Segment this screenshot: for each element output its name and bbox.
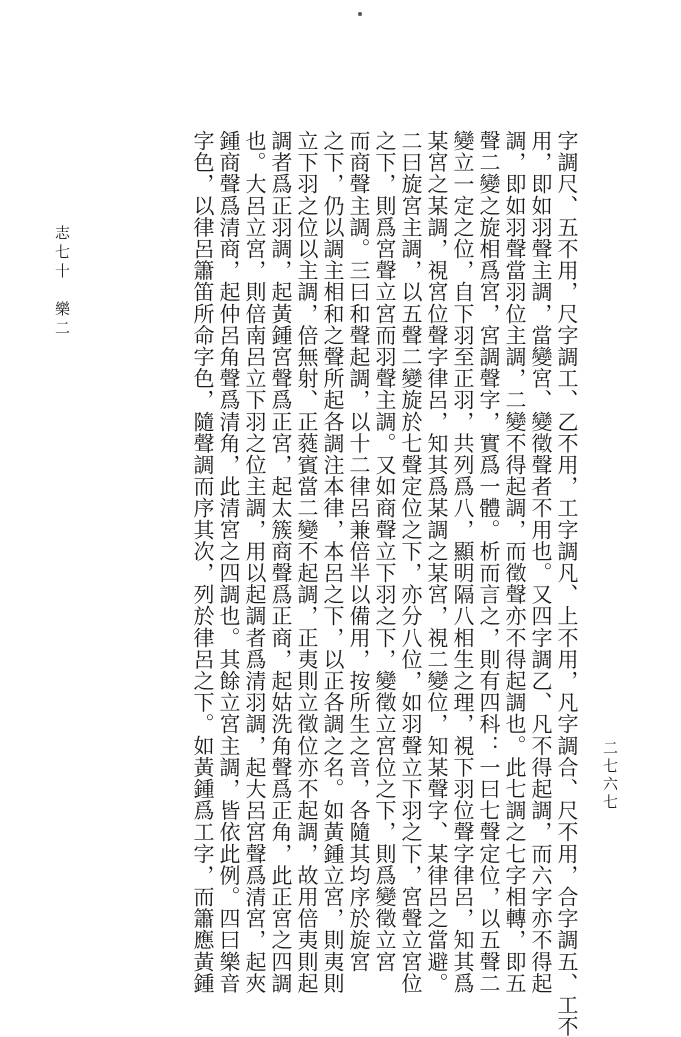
text-column: 用，即如羽聲主調，當變宮、變徵聲者不用也。又四字調乙、凡不得起調，而六字亦不得起	[529, 130, 553, 994]
text-column: 立下羽之位以主調，倍無射、正蕤賓當二變不起調，正夷則立徵位亦不起調，故用倍夷則起	[295, 130, 319, 994]
text-column: 某宮之某調，視宮位聲字律呂，知其爲某調之某宮，視二變位，知某聲字、某律呂之當避。	[425, 130, 449, 994]
text-column: 字調尺、五不用，尺字調工、乙不用，工字調凡、上不用，凡字調合、尺不用，合字調五、工不	[555, 130, 579, 1037]
print-mark	[358, 12, 362, 16]
text-column: 鍾商聲爲清商，起仲呂角聲爲清角，此清宮之四調也。其餘立宮主調，皆依此例。四曰樂音	[217, 130, 241, 994]
text-column: 調者爲正羽調，起黃鍾宮聲爲正宮，起太簇商聲爲正商，起姑洗角聲爲正角，此正宮之四調	[269, 130, 293, 994]
text-column: 也。大呂立宮，則倍南呂立下羽之位主調，用以起調者爲清羽調，起大呂宮聲爲清宮，起夾	[243, 130, 267, 994]
text-column: 二曰旋宮主調，以五聲二變旋於七聲定位之下，亦分八位，如羽聲立下羽之下，宮聲立宮位	[399, 130, 423, 994]
text-column: 變立一定之位，自下羽至正羽，共列爲八，顯明隔八相生之理，視下羽位聲字律呂，知其爲	[451, 130, 475, 994]
text-column: 而商聲主調。三曰和聲起調，以十二律呂兼倍半以備用，按所生之音，各隨其均序於旋宮	[347, 130, 371, 973]
text-column: 調，即如羽聲當羽位主調，二變不得起調，而徵聲亦不得起調也。此七調之七字相轉，即五	[503, 130, 527, 994]
text-column: 聲二變之旋相爲宮，宮調聲字，實爲一體。析而言之，則有四科：一曰七聲定位，以五聲二	[477, 130, 501, 994]
main-text	[150, 130, 580, 1037]
text-column: 字色，以律呂簫笛所命字色，隨聲調而序其次，列於律呂之下。如黃鍾爲工字，而簫應黃鍾	[191, 130, 215, 994]
page-number: 二七六七	[601, 740, 619, 812]
text-column: 之下，仍以調主相和之聲所起各調注本律，本呂之下，以正各調之名。如黃鍾立宮，則夷則	[321, 130, 345, 994]
text-column: 之下，則爲宮聲立宮而羽聲主調。又如商聲立下羽之下，變徵立宮位之下，則爲變徵立宮	[373, 130, 397, 973]
running-header: 志七十 樂二	[53, 225, 71, 339]
